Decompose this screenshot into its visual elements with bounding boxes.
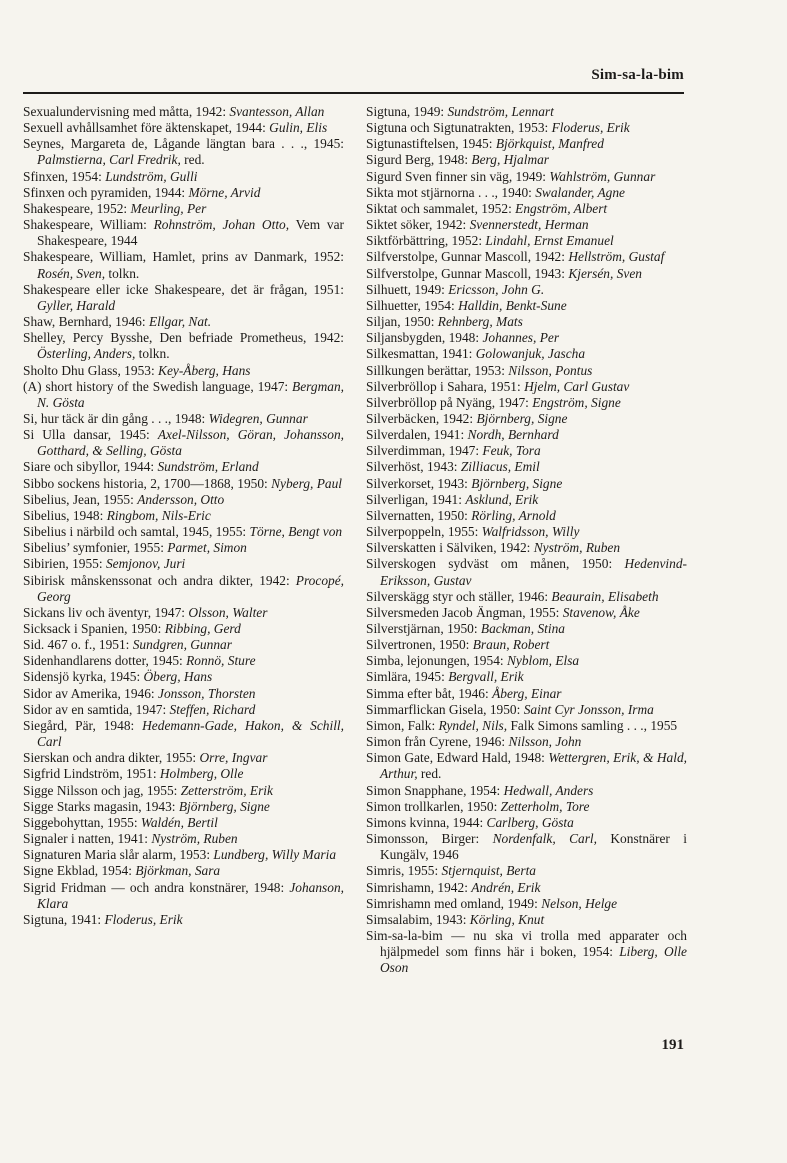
entry-suffix: Konstnärer i Kungälv, 1946 xyxy=(380,831,687,863)
index-entry xyxy=(23,573,344,605)
entry-author: Engström, Albert xyxy=(515,200,608,216)
entry-author: Bergvall, Erik xyxy=(448,669,524,685)
index-entry xyxy=(366,411,687,427)
entry-title: Sickans liv och äventyr, 1947: xyxy=(23,604,189,620)
index-entry xyxy=(23,492,344,508)
entry-title: Sibelius, Jean, 1955: xyxy=(23,491,138,507)
index-entry xyxy=(23,330,344,362)
index-column-right xyxy=(366,104,687,976)
entry-author: Björnberg, Signe xyxy=(476,410,568,426)
entry-title: Sigfrid Lindström, 1951: xyxy=(23,766,160,782)
entry-author: Swalander, Agne xyxy=(535,184,625,200)
index-entry xyxy=(366,169,687,185)
entry-title: Silverligan, 1941: xyxy=(366,491,466,507)
entry-author: Zilliacus, Emil xyxy=(460,459,540,475)
entry-author: Johanson, Klara xyxy=(37,879,344,911)
index-entry xyxy=(23,169,344,185)
index-entry xyxy=(23,314,344,330)
entry-author: Rosén, Sven, xyxy=(37,265,106,281)
entry-author: Palmstierna, Carl Fredrik, xyxy=(37,152,181,168)
entry-title: Silvertronen, 1950: xyxy=(366,637,473,653)
entry-title: Sigurd Sven finner sin väg, 1949: xyxy=(366,168,550,184)
entry-title: Sigge Nilsson och jag, 1955: xyxy=(23,782,181,798)
running-head: Sim-sa-la-bim xyxy=(591,67,684,83)
entry-title: Silverdimman, 1947: xyxy=(366,443,483,459)
entry-title: Sigurd Berg, 1948: xyxy=(366,152,472,168)
entry-title: Shaw, Bernhard, 1946: xyxy=(23,314,149,330)
entry-title: Sidenhandlarens dotter, 1945: xyxy=(23,653,187,669)
entry-author: Sundgren, Gunnar xyxy=(132,637,232,653)
index-entry xyxy=(366,476,687,492)
entry-author: Ronnö, Sture xyxy=(186,653,256,669)
index-entry xyxy=(23,249,344,281)
index-entry xyxy=(366,298,687,314)
entry-title: Silverstjärnan, 1950: xyxy=(366,621,481,636)
index-column-left xyxy=(23,104,344,928)
entry-title: Silverbröllop på Nyäng, 1947: xyxy=(366,394,533,410)
entry-title: Sid. 467 o. f., 1951: xyxy=(23,637,133,653)
entry-author: Axel-Nilsson, Göran, Johansson, Gotthard, & Selling, Gösta xyxy=(37,427,344,459)
entry-title: Sigtuna, 1941: xyxy=(23,911,105,927)
entry-title: Simlära, 1945: xyxy=(366,669,449,685)
entry-title: Sholto Dhu Glass, 1953: xyxy=(23,362,159,378)
entry-author: Rörling, Arnold xyxy=(471,507,556,523)
entry-author: Andrén, Erik xyxy=(471,879,541,895)
entry-title: Seynes, Margareta de, Lågande längtan bara . . ., 1945: xyxy=(23,136,344,152)
index-entry xyxy=(366,686,687,702)
entry-author: Körling, Knut xyxy=(469,911,545,927)
entry-author: Österling, Anders, xyxy=(37,346,136,362)
entry-title: Siktförbättring, 1952: xyxy=(366,233,486,249)
entry-title: Simon trollkarlen, 1950: xyxy=(366,798,501,814)
index-entry xyxy=(366,152,687,168)
entry-title: Siegård, Pär, 1948: xyxy=(23,717,143,733)
index-entry xyxy=(23,136,344,168)
entry-title: Shakespeare, William, Hamlet, prins av Danmark, 1952: xyxy=(23,249,344,265)
entry-author: Gulin, Elis xyxy=(269,120,328,136)
entry-author: Golowanjuk, Jascha xyxy=(475,346,586,362)
entry-title: Sikta mot stjärnorna . . ., 1940: xyxy=(366,184,536,200)
entry-author: Nyberg, Paul xyxy=(271,475,343,491)
entry-title: Silfverstolpe, Gunnar Mascoll, 1943: xyxy=(366,265,569,281)
index-entry xyxy=(366,363,687,379)
index-entry xyxy=(366,783,687,799)
entry-author: Meurling, Per xyxy=(130,200,207,216)
entry-title: Silvernatten, 1950: xyxy=(366,507,472,523)
entry-author: Nyblom, Elsa xyxy=(506,653,580,669)
index-entry xyxy=(23,605,344,621)
index-entry xyxy=(23,120,344,136)
index-entry xyxy=(366,427,687,443)
entry-author: Ellgar, Nat. xyxy=(148,314,212,330)
entry-title: Silverhöst, 1943: xyxy=(366,459,461,475)
index-entry xyxy=(23,459,344,475)
entry-title: Simris, 1955: xyxy=(366,863,442,879)
index-entry xyxy=(366,718,687,734)
entry-title: Sicksack i Spanien, 1950: xyxy=(23,621,165,636)
entry-author: Berg, Hjalmar xyxy=(471,152,550,168)
entry-title: Silverpoppeln, 1955: xyxy=(366,524,482,540)
entry-title: Signe Ekblad, 1954: xyxy=(23,863,136,879)
entry-author: Gyller, Harald xyxy=(37,297,116,313)
entry-author: Carlberg, Gösta xyxy=(486,814,574,830)
entry-title: Simba, lejonungen, 1954: xyxy=(366,653,507,669)
index-entry xyxy=(23,508,344,524)
entry-title: Simon från Cyrene, 1946: xyxy=(366,734,509,750)
entry-author: Saint Cyr Jonsson, Irma xyxy=(523,701,654,717)
index-entry xyxy=(366,637,687,653)
entry-title: Sigge Starks magasin, 1943: xyxy=(23,798,179,814)
entry-author: Sundström, Erland xyxy=(157,459,259,475)
entry-author: Nyström, Ruben xyxy=(151,831,238,847)
entry-title: Shakespeare, William: xyxy=(23,217,154,233)
index-entry xyxy=(366,379,687,395)
index-entry xyxy=(366,540,687,556)
entry-suffix: tolkn. xyxy=(105,265,140,281)
entry-author: Lundberg, Willy Maria xyxy=(213,847,337,863)
entry-title: Siare och sibyllor, 1944: xyxy=(23,459,158,475)
entry-author: Nilsson, John xyxy=(508,734,582,750)
entry-author: Hedemann-Gade, Hakon, & Schill, Carl xyxy=(37,717,344,750)
entry-title: Silverbröllop i Sahara, 1951: xyxy=(366,378,525,394)
entry-author: Halldin, Benkt-Sune xyxy=(458,297,567,313)
entry-title: Silverbäcken, 1942: xyxy=(366,410,477,426)
index-entry xyxy=(366,669,687,685)
index-entry xyxy=(366,492,687,508)
entry-title: Siljansbygden, 1948: xyxy=(366,330,483,346)
entry-title: Siggebohyttan, 1955: xyxy=(23,814,141,830)
entry-title: Simonsson, Birger: xyxy=(366,831,493,847)
entry-title: Sibirisk månskenssonat och andra dikter, 1942: xyxy=(23,572,296,588)
entry-title: Sierskan och andra dikter, 1955: xyxy=(23,750,200,766)
entry-author: Lindahl, Ernst Emanuel xyxy=(485,233,614,249)
entry-author: Sundström, Lennart xyxy=(447,104,554,119)
entry-title: Silhuetter, 1954: xyxy=(366,297,459,313)
entry-title: Silverdalen, 1941: xyxy=(366,427,468,443)
index-entry xyxy=(23,379,344,411)
entry-author: Orre, Ingvar xyxy=(199,750,268,766)
index-entry xyxy=(23,653,344,669)
entry-author: Rohnström, Johan Otto, xyxy=(153,217,290,233)
entry-title: Sigtuna och Sigtunatrakten, 1953: xyxy=(366,120,552,136)
entry-author: Zetterholm, Tore xyxy=(500,798,590,814)
entry-author: Steffen, Richard xyxy=(169,701,256,717)
entry-title: Sibelius i närbild och samtal, 1945, 1955: xyxy=(23,524,250,540)
index-entry xyxy=(366,346,687,362)
entry-author: Kjersén, Sven xyxy=(568,265,642,281)
index-entry xyxy=(366,750,687,782)
entry-title: Simsalabim, 1943: xyxy=(366,911,470,927)
index-entry xyxy=(23,282,344,314)
entry-author: Beaurain, Elisabeth xyxy=(551,588,659,604)
entry-author: Olsson, Walter xyxy=(188,604,268,620)
index-entry xyxy=(366,201,687,217)
index-entry xyxy=(23,863,344,879)
entry-author: Wettergren, Erik, & Hald, Arthur, xyxy=(380,750,688,782)
index-entry xyxy=(23,476,344,492)
entry-author: Ryndel, Nils, xyxy=(438,717,508,733)
entry-author: Törne, Bengt von xyxy=(249,524,343,540)
entry-title: Si, hur täck är din gång . . ., 1948: xyxy=(23,410,209,426)
entry-title: Silhuett, 1949: xyxy=(366,281,449,297)
index-entry xyxy=(366,912,687,928)
index-entry xyxy=(23,718,344,750)
index-entry xyxy=(23,686,344,702)
entry-author: Nyström, Ruben xyxy=(533,540,621,556)
entry-author: Bergman, N. Gösta xyxy=(37,378,344,410)
entry-author: Floderus, Erik xyxy=(104,911,183,927)
entry-author: Björkman, Sara xyxy=(135,863,221,879)
entry-author: Johannes, Per xyxy=(482,330,560,346)
index-entry xyxy=(366,815,687,831)
entry-title: Sfinxen och pyramiden, 1944: xyxy=(23,184,189,200)
entry-author: Walfridsson, Willy xyxy=(481,524,580,540)
index-entry xyxy=(23,217,344,249)
entry-title: Simon, Falk: xyxy=(366,717,439,733)
entry-title: Simma efter båt, 1946: xyxy=(366,685,493,701)
entry-author: Waldén, Bertil xyxy=(140,814,218,830)
index-entry xyxy=(23,702,344,718)
index-entry xyxy=(366,266,687,282)
entry-title: Signaturen Maria slår alarm, 1953: xyxy=(23,847,214,863)
index-entry xyxy=(366,217,687,233)
index-entry xyxy=(366,233,687,249)
entry-author: Öberg, Hans xyxy=(143,669,213,685)
entry-author: Semjonov, Juri xyxy=(105,556,186,572)
index-entry xyxy=(366,508,687,524)
index-entry xyxy=(23,427,344,459)
entry-title: Silfverstolpe, Gunnar Mascoll, 1942: xyxy=(366,249,569,265)
index-entry xyxy=(366,524,687,540)
entry-author: Widegren, Gunnar xyxy=(208,410,308,426)
index-entry xyxy=(366,120,687,136)
entry-author: Hellström, Gustaf xyxy=(568,249,665,265)
entry-title: Sillkungen berättar, 1953: xyxy=(366,362,509,378)
entry-author: Åberg, Einar xyxy=(492,685,562,701)
entry-title: Shakespeare eller icke Shakespeare, det är frågan, 1951: xyxy=(23,281,344,297)
entry-author: Feuk, Tora xyxy=(482,443,541,459)
index-entry xyxy=(23,783,344,799)
entry-title: Sidor av Amerika, 1946: xyxy=(23,685,159,701)
entry-title: Simon Snapphane, 1954: xyxy=(366,782,504,798)
entry-author: Engström, Signe xyxy=(532,394,621,410)
index-entry xyxy=(23,201,344,217)
entry-author: Zetterström, Erik xyxy=(180,782,273,798)
index-entry xyxy=(366,443,687,459)
entry-suffix: Falk Simons samling . . ., 1955 xyxy=(507,717,678,733)
index-entry xyxy=(366,249,687,265)
entry-author: Jonsson, Thorsten xyxy=(158,685,256,701)
entry-title: Sim-sa-la-bim — nu ska vi trolla med apparater och hjälpmedel som finns här i boken, 1954: xyxy=(366,927,687,960)
entry-title: Si Ulla dansar, 1945: xyxy=(23,427,158,443)
entry-author: Procopé, Georg xyxy=(37,572,344,604)
index-entry xyxy=(366,314,687,330)
entry-title: Siljan, 1950: xyxy=(366,314,438,330)
entry-author: Liberg, Olle Oson xyxy=(380,944,687,976)
entry-title: Silverskogen sydväst om månen, 1950: xyxy=(366,556,625,572)
entry-author: Ribbing, Gerd xyxy=(164,621,241,636)
entry-author: Rehnberg, Mats xyxy=(437,314,523,330)
index-entry xyxy=(366,831,687,863)
entry-title: Sigtuna, 1949: xyxy=(366,104,448,119)
entry-title: Simmarflickan Gisela, 1950: xyxy=(366,701,524,717)
index-entry xyxy=(23,363,344,379)
entry-author: Andersson, Otto xyxy=(137,491,225,507)
index-entry xyxy=(366,863,687,879)
entry-author: Hedenvind-Eriksson, Gustav xyxy=(380,556,687,588)
index-entry xyxy=(366,459,687,475)
header-rule xyxy=(23,92,684,94)
index-entry xyxy=(366,880,687,896)
entry-author: Backman, Stina xyxy=(480,621,565,636)
entry-title: Sexualundervisning med måtta, 1942: xyxy=(23,104,230,119)
index-entry xyxy=(23,411,344,427)
index-entry xyxy=(366,799,687,815)
entry-suffix: tolkn. xyxy=(135,346,170,362)
index-entry xyxy=(23,540,344,556)
entry-author: Key-Åberg, Hans xyxy=(158,362,251,378)
entry-author: Mörne, Arvid xyxy=(188,184,261,200)
entry-author: Wahlström, Gunnar xyxy=(549,168,656,184)
entry-author: Björnberg, Signe xyxy=(178,798,270,814)
index-entry xyxy=(366,621,687,637)
entry-title: Simrishamn med omland, 1949: xyxy=(366,895,542,911)
index-entry xyxy=(366,928,687,976)
entry-author: Asklund, Erik xyxy=(465,491,539,507)
entry-title: Signaler i natten, 1941: xyxy=(23,831,152,847)
index-entry xyxy=(366,136,687,152)
entry-author: Holmberg, Olle xyxy=(159,766,244,782)
index-entry xyxy=(23,912,344,928)
index-entry xyxy=(23,766,344,782)
entry-author: Floderus, Erik xyxy=(551,120,630,136)
page-number: 191 xyxy=(661,1037,684,1053)
entry-title: Sibelius’ symfonier, 1955: xyxy=(23,540,168,556)
entry-title: Silverkorset, 1943: xyxy=(366,475,472,491)
index-entry xyxy=(23,524,344,540)
entry-author: Lundström, Gulli xyxy=(105,168,198,184)
entry-author: Björkquist, Manfred xyxy=(495,136,604,152)
entry-title: Silverskägg styr och ställer, 1946: xyxy=(366,588,552,604)
entry-author: Stjernquist, Berta xyxy=(441,863,537,879)
entry-author: Nelson, Helge xyxy=(541,895,618,911)
index-entry xyxy=(366,653,687,669)
entry-title: Sibbo sockens historia, 2, 1700—1868, 1950: xyxy=(23,475,272,491)
entry-author: Nilsson, Pontus xyxy=(508,362,593,378)
entry-author: Hjelm, Carl Gustav xyxy=(524,378,630,394)
index-entry xyxy=(23,815,344,831)
index-entry xyxy=(366,734,687,750)
entry-author: Nordenfalk, Carl, xyxy=(492,831,597,847)
entry-title: Silkesmattan, 1941: xyxy=(366,346,476,362)
index-entry xyxy=(366,282,687,298)
index-entry xyxy=(366,185,687,201)
entry-title: Simons kvinna, 1944: xyxy=(366,814,487,830)
index-entry xyxy=(23,831,344,847)
index-entry xyxy=(366,589,687,605)
index-entry xyxy=(366,702,687,718)
entry-author: Nordh, Bernhard xyxy=(467,427,559,443)
entry-suffix: red. xyxy=(180,152,205,168)
entry-title: Sibirien, 1955: xyxy=(23,556,106,572)
index-entry xyxy=(23,104,344,120)
entry-title: Silversmeden Jacob Ängman, 1955: xyxy=(366,604,563,620)
entry-author: Svennerstedt, Herman xyxy=(469,217,589,233)
entry-title: Simon Gate, Edward Hald, 1948: xyxy=(366,750,549,766)
index-entry xyxy=(23,185,344,201)
entry-title: Sibelius, 1948: xyxy=(23,507,107,523)
entry-suffix: red. xyxy=(417,766,442,782)
index-entry xyxy=(366,556,687,588)
entry-title: Siktet söker, 1942: xyxy=(366,217,470,233)
entry-title: Sidor av en samtida, 1947: xyxy=(23,701,170,717)
entry-title: Sigtunastiftelsen, 1945: xyxy=(366,136,496,152)
entry-author: Parmet, Simon xyxy=(167,540,247,556)
entry-author: Björnberg, Signe xyxy=(471,475,563,491)
entry-author: Braun, Robert xyxy=(472,637,550,653)
entry-title: Shakespeare, 1952: xyxy=(23,200,131,216)
index-entry xyxy=(366,896,687,912)
entry-title: Siktat och sammalet, 1952: xyxy=(366,200,516,216)
index-entry xyxy=(23,669,344,685)
entry-title: Sigrid Fridman — och andra konstnärer, 1948: xyxy=(23,879,290,895)
entry-author: Hedwall, Anders xyxy=(503,782,594,798)
index-entry xyxy=(366,605,687,621)
entry-title: Simrishamn, 1942: xyxy=(366,879,472,895)
entry-suffix: Vem var Shakespeare, 1944 xyxy=(37,217,344,249)
index-entry xyxy=(23,847,344,863)
entry-author: Ringbom, Nils-Eric xyxy=(106,507,211,523)
index-entry xyxy=(366,395,687,411)
entry-title: Shelley, Percy Bysshe, Den befriade Prometheus, 1942: xyxy=(23,330,344,346)
entry-title: Sfinxen, 1954: xyxy=(23,168,106,184)
index-entry xyxy=(23,637,344,653)
entry-author: Ericsson, John G. xyxy=(448,281,545,297)
entry-author: Svantesson, Allan xyxy=(229,104,325,119)
index-entry xyxy=(23,556,344,572)
index-entry xyxy=(23,621,344,637)
index-entry xyxy=(366,104,687,120)
entry-title: Sidensjö kyrka, 1945: xyxy=(23,669,144,685)
index-entry xyxy=(23,750,344,766)
entry-title: Silverskatten i Sälviken, 1942: xyxy=(366,540,534,556)
index-entry xyxy=(23,880,344,912)
entry-author: Stavenow, Åke xyxy=(562,604,640,620)
entry-title: Sexuell avhållsamhet före äktenskapet, 1944: xyxy=(23,120,270,136)
index-entry xyxy=(366,330,687,346)
index-entry xyxy=(23,799,344,815)
entry-title: (A) short history of the Swedish language, 1947: xyxy=(23,378,293,394)
